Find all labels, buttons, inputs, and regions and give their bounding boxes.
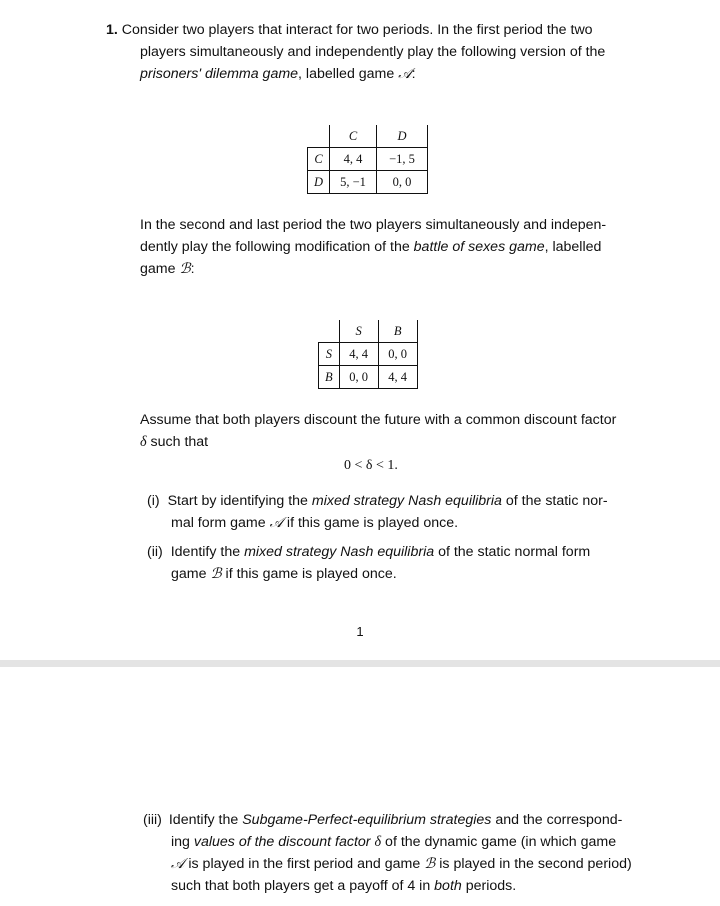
spe-strategies-term: Subgame-Perfect-equilibrium strategies	[242, 812, 492, 828]
item-ii-label: (ii)	[147, 544, 163, 560]
assumption-text: Assume that both players discount the future with a common discount factor	[140, 412, 617, 428]
second-text-1: In the second and last period the two players simultaneously and indepen-	[140, 217, 607, 233]
item-i-text-2: mal form game	[171, 515, 270, 531]
game-b-col-header: S	[339, 320, 378, 343]
problem-intro-line-2	[140, 41, 605, 63]
game-a-col-header: C	[330, 125, 377, 148]
item-i-line-1	[147, 490, 608, 512]
battle-of-sexes-term: battle of sexes game	[413, 239, 545, 255]
condition-text: 0 < δ < 1.	[344, 458, 398, 473]
second-period-line-1	[140, 214, 606, 236]
game-a-payoff-cell: 4, 4	[330, 148, 377, 171]
second-period-line-2	[140, 236, 601, 258]
problem-intro-line-1	[106, 19, 614, 41]
game-a-row-label: D	[308, 171, 330, 194]
problem-intro-line-3	[140, 63, 416, 85]
discount-condition-equation	[344, 455, 398, 477]
item-i-text-b: of the static nor-	[501, 493, 608, 509]
item-i-label: (i)	[147, 493, 160, 509]
problem-number: 1.	[106, 22, 118, 38]
intro-text-2: players simultaneously and independently play the following version of the	[140, 44, 606, 60]
second-period-line-3	[140, 258, 195, 280]
assumption-line-2	[140, 431, 208, 453]
game-a-row-label: C	[308, 148, 330, 171]
intro-text-1: Consider two players that interact for two periods. In the first period the two	[121, 22, 593, 38]
prisoners-dilemma-term: prisoners' dilemma game	[140, 66, 299, 82]
page-divider	[0, 660, 720, 667]
game-b-symbol: ℬ	[179, 261, 191, 277]
game-a-col-header: D	[377, 125, 428, 148]
game-a-symbol: 𝒜	[171, 856, 185, 872]
item-i-text: Start by identifying the	[167, 493, 312, 509]
item-ii-line-2	[171, 563, 397, 585]
game-a-payoff-cell: 0, 0	[377, 171, 428, 194]
assumption-line-1	[140, 409, 616, 431]
item-iii-text-3b: is played in the second period)	[435, 856, 632, 872]
game-b-payoff-cell: 0, 0	[339, 366, 378, 389]
second-text-3: game	[140, 261, 180, 277]
colon: :	[190, 261, 195, 277]
item-ii-line-1	[147, 541, 590, 563]
item-iii-text-4: such that both players get a payoff of 4 in	[171, 878, 435, 894]
colon: :	[411, 66, 416, 82]
assumption-text-2: such that	[146, 434, 209, 450]
game-b-symbol: ℬ	[210, 566, 222, 582]
item-iii-text-2b: of the dynamic game (in which game	[381, 834, 617, 850]
game-a-payoff-cell: −1, 5	[377, 148, 428, 171]
delta-symbol: δ	[374, 834, 382, 850]
second-text-2: dently play the following modification of the	[140, 239, 414, 255]
item-iii-line-3	[171, 853, 632, 875]
game-b-row-label: B	[319, 366, 340, 389]
mixed-strategy-term: mixed strategy Nash equilibria	[244, 544, 435, 560]
game-b-symbol: ℬ	[424, 856, 436, 872]
game-b-col-header: B	[378, 320, 417, 343]
item-ii-text: Identify the	[170, 544, 245, 560]
item-iii-text-3: is played in the first period and game	[184, 856, 425, 872]
item-iii-line-1	[143, 809, 622, 831]
item-iii-text: Identify the	[168, 812, 243, 828]
mixed-strategy-term: mixed strategy Nash equilibria	[311, 493, 502, 509]
item-iii-line-2	[171, 831, 616, 853]
item-iii-text-b: and the correspond-	[491, 812, 623, 828]
intro-text-3: , labelled game	[298, 66, 399, 82]
delta-symbol: δ	[140, 434, 147, 450]
item-i-line-2	[171, 512, 458, 534]
game-b-payoff-cell: 0, 0	[378, 343, 417, 366]
both-term: both	[434, 878, 462, 894]
item-iii-text-2: ing	[171, 834, 194, 850]
game-a-symbol: 𝒜	[398, 66, 412, 82]
item-iii-label: (iii)	[143, 812, 162, 828]
item-ii-text-2: game	[171, 566, 211, 582]
item-iii-text-4b: periods.	[461, 878, 517, 894]
item-ii-text-2b: if this game is played once.	[221, 566, 397, 582]
game-b-row-label: S	[319, 343, 340, 366]
game-b-payoff-cell: 4, 4	[378, 366, 417, 389]
item-i-text-2b: if this game is played once.	[282, 515, 459, 531]
corner-cell	[308, 125, 330, 148]
item-iii-line-4	[171, 875, 516, 897]
game-b-payoff-table	[318, 320, 418, 389]
second-text-2b: , labelled	[544, 239, 602, 255]
game-a-payoff-table	[307, 125, 428, 194]
corner-cell	[319, 320, 340, 343]
page-number: 1	[356, 624, 364, 639]
game-b-payoff-cell: 4, 4	[339, 343, 378, 366]
item-ii-text-b: of the static normal form	[434, 544, 591, 560]
game-a-symbol: 𝒜	[269, 515, 283, 531]
discount-values-term: values of the discount factor	[193, 834, 371, 850]
game-a-payoff-cell: 5, −1	[330, 171, 377, 194]
